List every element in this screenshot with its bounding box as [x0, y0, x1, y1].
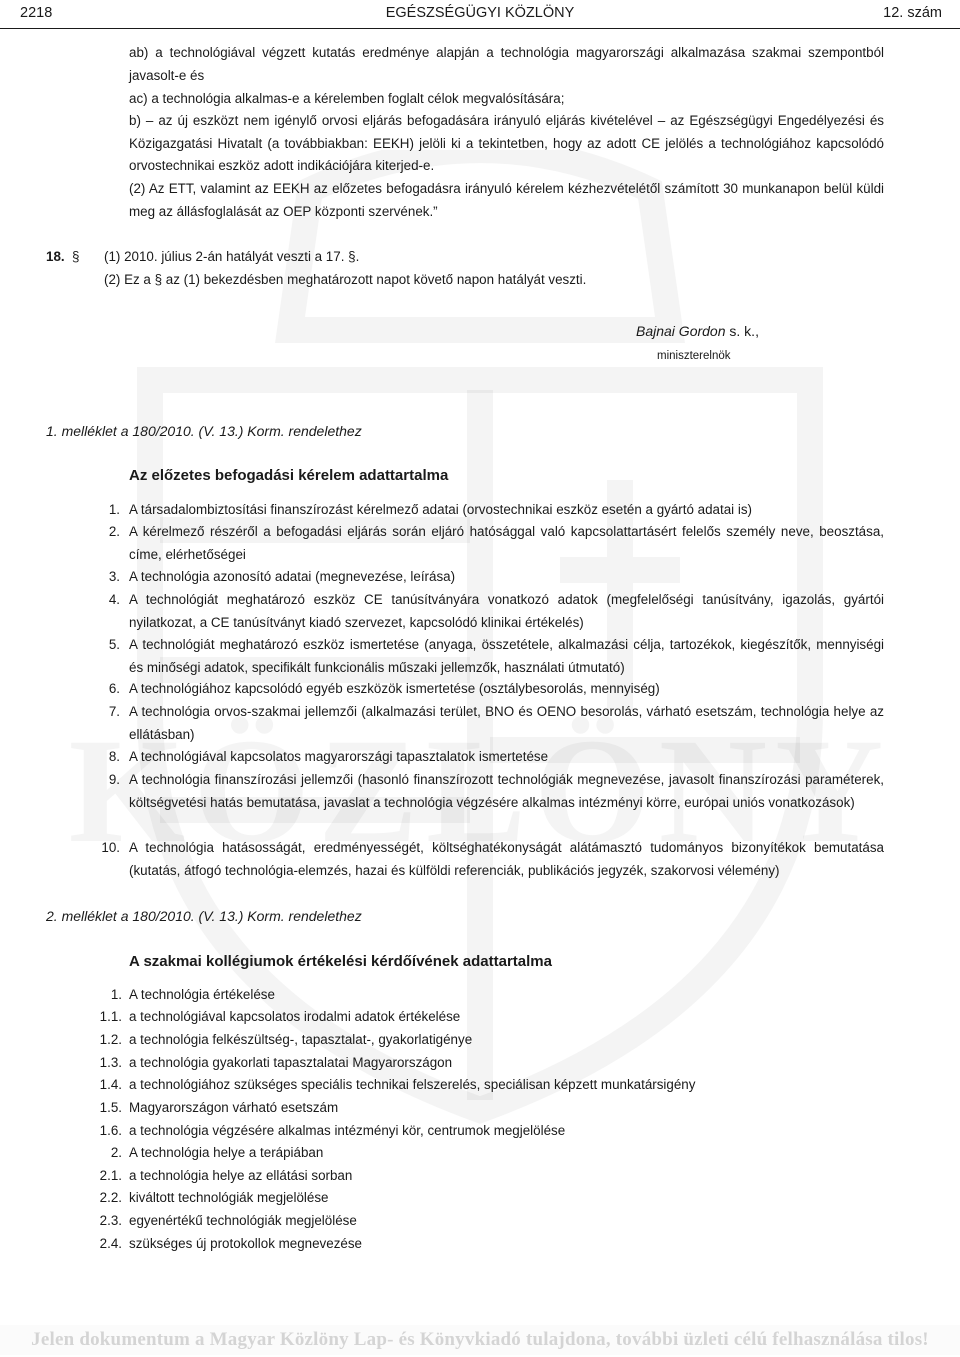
- list-item-number: 4.: [108, 592, 120, 607]
- list-item-number: 2.4.: [99, 1236, 122, 1251]
- list-item-text: A technológia azonosító adatai (megnevezése, leírása): [129, 569, 456, 584]
- list-item-text: Magyarországon várható esetszám: [129, 1100, 339, 1115]
- list-item-text: A technológiához kapcsolódó egyéb eszközök ismertetése (osztálybesorolás, mennyiség): [129, 681, 660, 696]
- list-item-text: a technológia felkészültség-, tapasztalat-, gyakorlatigénye: [129, 1032, 473, 1047]
- section-18-paragraph-2: (2) Ez a § az (1) bekezdésben meghatározott napot követő napon hatályát veszti.: [104, 272, 587, 287]
- signature-suffix: s. k.,: [725, 323, 759, 339]
- annex-2-title: A szakmai kollégiumok értékelési kérdőívének adattartalma: [129, 953, 552, 970]
- list-item-text: a technológia helye az ellátási sorban: [129, 1168, 353, 1183]
- list-item-number: 7.: [108, 704, 120, 719]
- list-item-number: 9.: [108, 772, 120, 787]
- list-item-number: 3.: [108, 569, 120, 584]
- page-number: 2218: [20, 5, 53, 21]
- annex-1-title: Az előzetes befogadási kérelem adattartalma: [129, 467, 449, 484]
- paragraph-ab: ab) a technológiával végzett kutatás eredménye alapján a technológia magyarországi alkalmazása szakmai szempontból javasolt-e és: [129, 45, 884, 83]
- list-item-number: 1.1.: [99, 1009, 122, 1024]
- list-item-text: A társadalombiztosítási finanszírozást kérelmező adatai (orvostechnikai eszköz esetén a gyártó adatai is): [129, 502, 752, 517]
- list-item-text: A kérelmező részéről a befogadási eljárás során eljáró hatósággal való kapcsolattartásért felelős személy neve, beosztása, címe, elérhetőségei: [129, 524, 884, 562]
- list-item-number: 1.6.: [99, 1123, 122, 1138]
- copyright-notice: Jelen dokumentum a Magyar Közlöny Lap- és Könyvkiadó tulajdona, további üzleti célú felhasználása tilos!: [0, 1325, 960, 1355]
- list-item-text: a technológia gyakorlati tapasztalatai Magyarországon: [129, 1055, 453, 1070]
- list-item-number: 1.5.: [99, 1100, 122, 1115]
- annex-1-heading: 1. melléklet a 180/2010. (V. 13.) Korm. rendelethez: [46, 423, 362, 439]
- list-item-number: 1.: [108, 502, 120, 517]
- list-item-number: 5.: [108, 637, 120, 652]
- annex-2-heading: 2. melléklet a 180/2010. (V. 13.) Korm. rendelethez: [46, 908, 362, 924]
- section-sign: §: [72, 249, 80, 264]
- list-item-text: A technológia helye a terápiában: [129, 1145, 324, 1160]
- list-item-text: a technológiához szükséges speciális technikai felszerelés, speciálisan képzett munkatársigény: [129, 1077, 696, 1092]
- list-item-text: A technológiát meghatározó eszköz CE tanúsítványára vonatkozó adatok (megfelelőségi tanúsítvány, igazolás, gyártói nyilatkozat, a CE tanúsítványt kiadó szervezet, kapcsolódó klinikai értékelés): [129, 592, 884, 630]
- list-item-number: 2.3.: [99, 1213, 122, 1228]
- section-18-paragraph-1: (1) 2010. július 2-án hatályát veszti a 17. §.: [104, 249, 360, 264]
- paragraph-b: b) – az új eszközt nem igénylő orvosi eljárás befogadására irányuló eljárás kivételével – az Egészségügyi Engedélyezési és Közigazgatási Hivatalt (a továbbiakban: EEKH) jelöli ki a tekintetben, hogy az adott CE jelölés a technológiához kapcsolódó orvostechnikai eszköz adott indikációjára kiterjed-e.: [129, 113, 884, 174]
- list-item-text: A technológiát meghatározó eszköz ismertetése (anyaga, összetétele, alkalmazási célja, tartozékok, kiegészítők, mennyiségi és minőségi adatok, specifikált funkcionális műszaki jellemzők, használati útmutató): [129, 637, 884, 675]
- list-item-text: a technológiával kapcsolatos irodalmi adatok értékelése: [129, 1009, 461, 1024]
- list-item-text: A technológia értékelése: [129, 987, 275, 1002]
- section-number: 18.: [46, 249, 65, 264]
- signature-name: Bajnai Gordon: [636, 323, 726, 339]
- list-item-text: A technológiával kapcsolatos magyarországi tapasztalatok ismertetése: [129, 749, 549, 764]
- signature-role: miniszterelnök: [657, 350, 731, 362]
- paragraph-ac: ac) a technológia alkalmas-e a kérelemben foglalt célok megvalósítására;: [129, 91, 565, 106]
- list-item-text: A technológia finanszírozási jellemzői (hasonló finanszírozott technológiák megnevezése, javasolt finanszírozási paraméterek, költségvetési hatás bemutatása, javaslat a technológia végzésére alkalmas intézményi körre, európai uniós vonatkozások): [129, 772, 884, 810]
- list-item-text: A technológia orvos-szakmai jellemzői (alkalmazási terület, BNO és OENO besorolás, várható esetszám, technológia helye az ellátásban): [129, 704, 884, 742]
- issue-number: 12. szám: [883, 5, 942, 21]
- list-item-text: A technológia hatásosságát, eredményességét, költséghatékonyságát alátámasztó tudományos bizonyítékok bemutatása (kutatás, átfogó technológia-elemzés, hazai és külföldi referenciák, publikációs jegyzék, szakorvosi vélemény): [129, 840, 884, 878]
- list-item-number: 6.: [108, 681, 120, 696]
- list-item-number: 1.4.: [99, 1077, 122, 1092]
- paragraph-2: (2) Az ETT, valamint az EEKH az előzetes befogadásra irányuló kérelem kézhezvételétől számított 30 munkanapon belül küldi meg az állásfoglalását az OEP központi szervének.”: [129, 181, 884, 219]
- list-item-number: 1.3.: [99, 1055, 122, 1070]
- list-item-number: 2.1.: [99, 1168, 122, 1183]
- list-item-text: szükséges új protokollok megnevezése: [129, 1236, 362, 1251]
- list-item-number: 2.2.: [99, 1190, 122, 1205]
- journal-title: EGÉSZSÉGÜGYI KÖZLÖNY: [385, 5, 575, 21]
- list-item-number: 1.2.: [99, 1032, 122, 1047]
- list-item-number: 8.: [108, 749, 120, 764]
- list-item-number: 1.: [110, 987, 122, 1002]
- list-item-number: 10.: [101, 840, 120, 855]
- page-header: [0, 0, 960, 29]
- list-item-number: 2.: [108, 524, 120, 539]
- list-item-text: egyenértékű technológiák megjelölése: [129, 1213, 357, 1228]
- list-item-text: a technológia végzésére alkalmas intézményi kör, centrumok megjelölése: [129, 1123, 566, 1138]
- list-item-number: 2.: [110, 1145, 122, 1160]
- signature-block: [636, 320, 759, 343]
- list-item-text: kiváltott technológiák megjelölése: [129, 1190, 329, 1205]
